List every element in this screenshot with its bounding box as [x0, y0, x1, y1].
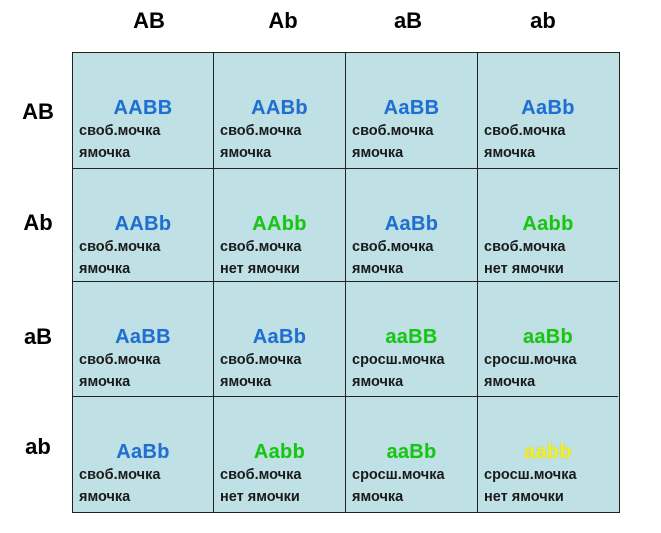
earlobe-trait: сросш.мочка — [352, 467, 445, 483]
punnett-cell — [214, 282, 346, 397]
dimple-trait: нет ямочки — [484, 261, 564, 277]
row-header-0: AB — [22, 99, 54, 124]
punnett-cell — [73, 397, 214, 512]
earlobe-trait: своб.мочка — [220, 467, 302, 483]
earlobe-trait: своб.мочка — [79, 352, 161, 368]
punnett-cell — [478, 53, 618, 169]
earlobe-trait: своб.мочка — [484, 123, 566, 139]
genotype-label: AaBB — [115, 326, 171, 348]
genotype-label: AaBB — [383, 97, 440, 119]
dimple-trait: ямочка — [220, 145, 272, 161]
earlobe-trait: своб.мочка — [484, 239, 566, 255]
genotype-label: AABb — [114, 213, 172, 235]
earlobe-trait: сросш.мочка — [484, 467, 577, 483]
earlobe-trait: своб.мочка — [220, 239, 302, 255]
earlobe-trait: сросш.мочка — [352, 352, 445, 368]
genotype-label: aabb — [524, 441, 572, 463]
earlobe-trait: своб.мочка — [79, 123, 161, 139]
row-header-2: aB — [23, 324, 53, 349]
punnett-cell — [346, 397, 478, 512]
earlobe-trait: сросш.мочка — [484, 352, 577, 368]
punnett-cell — [214, 53, 346, 169]
dimple-trait: ямочка — [220, 374, 272, 390]
genotype-label: AABb — [251, 97, 308, 119]
dimple-trait: ямочка — [352, 145, 404, 161]
dimple-trait: ямочка — [352, 489, 404, 505]
genotype-label: AaBb — [116, 441, 170, 463]
dimple-trait: ямочка — [352, 261, 404, 277]
dimple-trait: ямочка — [79, 374, 131, 390]
genotype-label: AAbb — [252, 213, 307, 235]
genotype-label: aaBb — [386, 441, 437, 463]
punnett-cell — [346, 53, 478, 169]
dimple-trait: ямочка — [484, 145, 536, 161]
punnett-cell — [73, 282, 214, 397]
dimple-trait: ямочка — [79, 489, 131, 505]
punnett-cell — [346, 282, 478, 397]
earlobe-trait: своб.мочка — [220, 352, 302, 368]
punnett-cell — [478, 282, 618, 397]
column-header-2: aB — [393, 8, 423, 33]
punnett-cell — [73, 169, 214, 282]
dimple-trait: ямочка — [352, 374, 404, 390]
dimple-trait: ямочка — [79, 145, 131, 161]
punnett-cell — [478, 397, 618, 512]
genotype-label: AaBb — [384, 213, 439, 235]
column-header-1: Ab — [268, 8, 298, 33]
punnett-square — [72, 52, 620, 513]
earlobe-trait: своб.мочка — [352, 123, 434, 139]
row-header-1: Ab — [23, 210, 53, 235]
punnett-cell — [478, 169, 618, 282]
genotype-label: AABB — [113, 97, 173, 119]
punnett-cell — [346, 169, 478, 282]
dimple-trait: нет ямочки — [220, 261, 300, 277]
genotype-label: Aabb — [253, 441, 306, 463]
earlobe-trait: своб.мочка — [79, 467, 161, 483]
genotype-label: aaBb — [522, 326, 574, 348]
earlobe-trait: своб.мочка — [220, 123, 302, 139]
dimple-trait: нет ямочки — [220, 489, 300, 505]
column-header-3: ab — [530, 8, 556, 33]
dimple-trait: ямочка — [484, 374, 536, 390]
earlobe-trait: своб.мочка — [79, 239, 161, 255]
genotype-label: AaBb — [252, 326, 307, 348]
dimple-trait: ямочка — [79, 261, 131, 277]
punnett-cell — [214, 397, 346, 512]
row-header-3: ab — [25, 434, 51, 459]
column-header-0: AB — [133, 8, 165, 33]
punnett-cell — [73, 53, 214, 169]
genotype-label: Aabb — [522, 213, 574, 235]
punnett-cell — [214, 169, 346, 282]
earlobe-trait: своб.мочка — [352, 239, 434, 255]
dimple-trait: нет ямочки — [484, 489, 564, 505]
genotype-label: AaBb — [521, 97, 575, 119]
genotype-label: aaBB — [385, 326, 438, 348]
